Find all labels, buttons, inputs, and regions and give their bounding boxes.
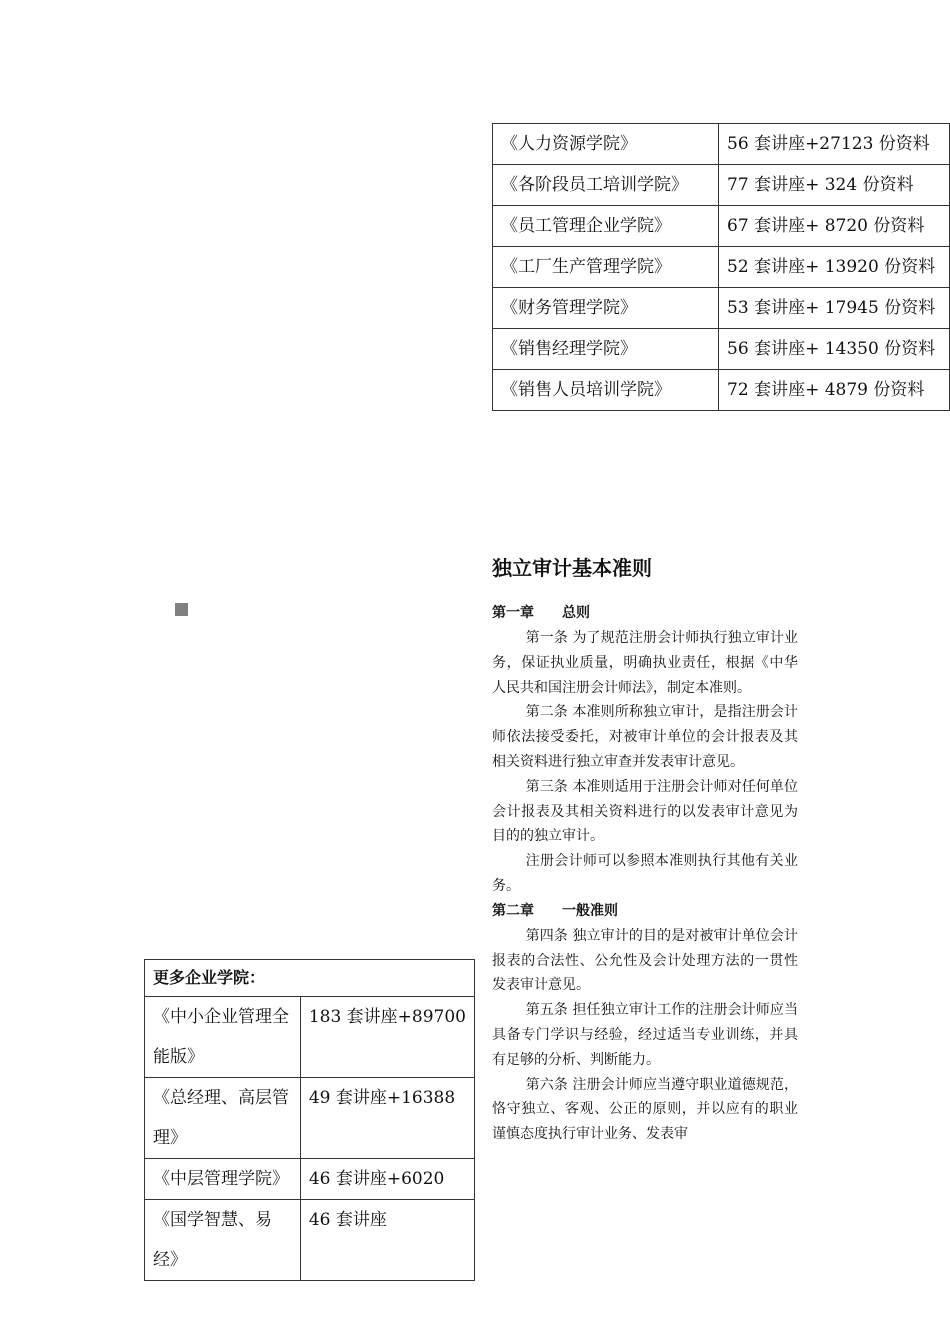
chapter-name: 一般准则: [562, 902, 618, 919]
academy-detail: 49 套讲座+16388: [300, 1078, 474, 1159]
academy-name: 《销售人员培训学院》: [493, 370, 719, 411]
chapter-name: 总则: [562, 605, 590, 621]
academy-detail: 72 套讲座+ 4879 份资料: [719, 370, 950, 411]
academy-name: 《总经理、高层管理》: [145, 1078, 301, 1159]
academy-detail: 46 套讲座: [300, 1200, 474, 1281]
academy-detail: 56 套讲座+27123 份资料: [719, 124, 950, 165]
academy-table-more: [144, 959, 475, 1281]
table-row: [493, 165, 950, 206]
academy-name: 《国学智慧、易经》: [145, 1200, 301, 1281]
document-body: [492, 553, 798, 1147]
table-row: [145, 1078, 475, 1159]
document-title: 独立审计基本准则: [492, 556, 652, 580]
academy-name: 《员工管理企业学院》: [493, 206, 719, 247]
chapter-number: 第一章: [492, 605, 534, 621]
academy-detail: 53 套讲座+ 17945 份资料: [719, 288, 950, 329]
academy-name: 《工厂生产管理学院》: [493, 247, 719, 288]
academy-table-top: [492, 123, 950, 411]
academy-name: 《人力资源学院》: [493, 124, 719, 165]
paragraph: 注册会计师可以参照本准则执行其他有关业务。: [492, 853, 798, 894]
paragraph: 第六条 注册会计师应当遵守职业道德规范，恪守独立、客观、公正的原则，并以应有的职业谨慎态度执行审计业务、发表审: [492, 1076, 798, 1143]
more-academies-heading: 更多企业学院：: [145, 960, 475, 997]
paragraph: 第四条 独立审计的目的是对被审计单位会计报表的合法性、公允性及会计处理方法的一贯性发表审计意见。: [492, 927, 798, 994]
table-row: [493, 206, 950, 247]
square-bullet-icon: [175, 603, 188, 616]
academy-detail: 183 套讲座+89700: [300, 997, 474, 1078]
chapter-heading: [492, 601, 798, 626]
table-row: [493, 329, 950, 370]
chapter-heading: [492, 899, 798, 924]
academy-detail: 67 套讲座+ 8720 份资料: [719, 206, 950, 247]
academy-name: 《中层管理学院》: [145, 1159, 301, 1200]
academy-name: 《销售经理学院》: [493, 329, 719, 370]
table-row: [493, 247, 950, 288]
academy-detail: 52 套讲座+ 13920 份资料: [719, 247, 950, 288]
academy-detail: 56 套讲座+ 14350 份资料: [719, 329, 950, 370]
academy-name: 《财务管理学院》: [493, 288, 719, 329]
paragraph: 第一条 为了规范注册会计师执行独立审计业务，保证执业质量，明确执业责任，根据《中华人民共和国注册会计师法》，制定本准则。: [492, 630, 798, 696]
paragraph: 第二条 本准则所称独立审计，是指注册会计师依法接受委托，对被审计单位的会计报表及其相关资料进行独立审查并发表审计意见。: [492, 704, 798, 770]
table-row: [493, 370, 950, 411]
chapter-number: 第二章: [492, 902, 534, 919]
academy-detail: 46 套讲座+6020: [300, 1159, 474, 1200]
table-row: [493, 124, 950, 165]
table-header-row: [145, 960, 475, 997]
academy-name: 《中小企业管理全能版》: [145, 997, 301, 1078]
table-row: [145, 1159, 475, 1200]
table-row: [145, 1200, 475, 1281]
table-row: [145, 997, 475, 1078]
paragraph: 第三条 本准则适用于注册会计师对任何单位会计报表及其相关资料进行的以发表审计意见为目的的独立审计。: [492, 778, 798, 845]
academy-name: 《各阶段员工培训学院》: [493, 165, 719, 206]
academy-detail: 77 套讲座+ 324 份资料: [719, 165, 950, 206]
paragraph: 第五条 担任独立审计工作的注册会计师应当具备专门学识与经验，经过适当专业训练，并具有足够的分析、判断能力。: [492, 1002, 798, 1068]
table-row: [493, 288, 950, 329]
